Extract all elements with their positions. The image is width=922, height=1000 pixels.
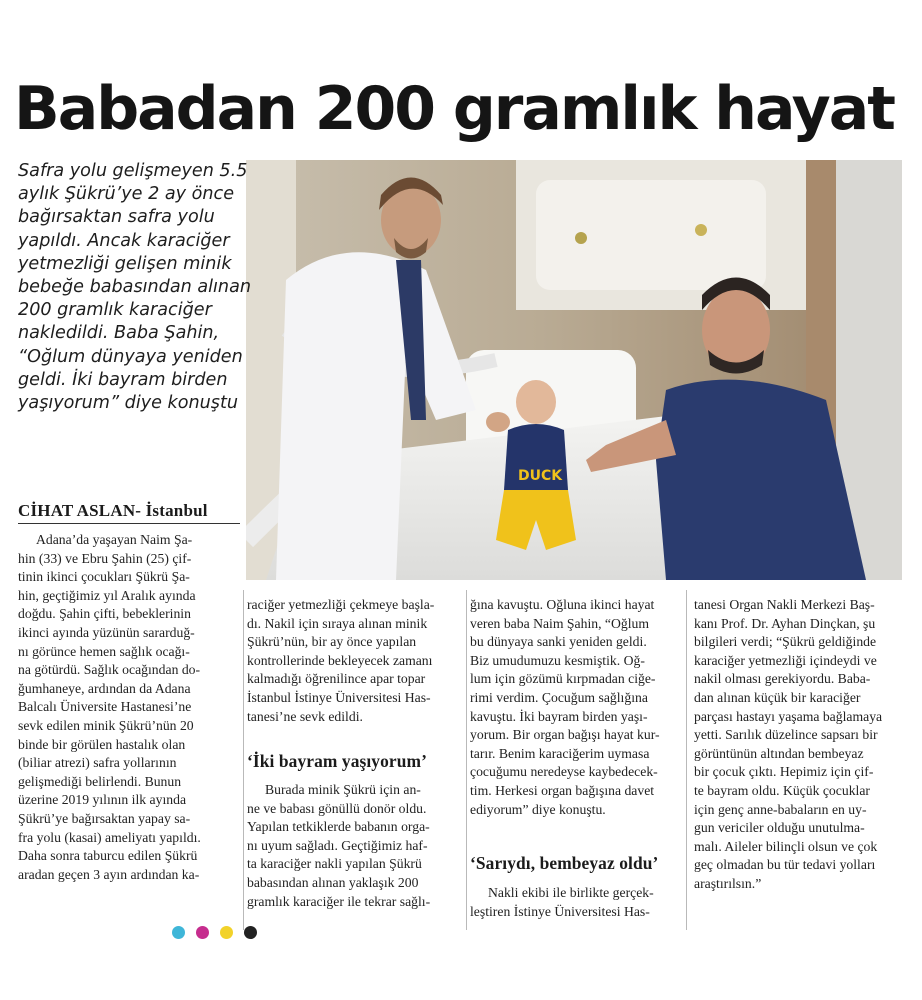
text-line: kavuştu. İki bayram birden yaşı- <box>470 708 648 724</box>
text-line: Yapılan tetkiklerde babanın orga- <box>247 819 430 835</box>
text-line: rimi verdim. Çocuğum sağlığına <box>470 689 648 705</box>
print-mark-cyan <box>172 926 185 939</box>
text-line: Şükrü’nün, bir ay önce yapılan <box>247 634 417 650</box>
print-mark-black <box>244 926 257 939</box>
column-divider <box>466 590 467 930</box>
text-line: tarır. Benim karaciğerim uymasa <box>470 745 650 761</box>
text-line: için genç anne-babaların en uy- <box>694 801 867 817</box>
lead-line: 200 gramlık karaciğer <box>18 300 212 321</box>
column-divider <box>686 590 687 930</box>
text-line: görüntünün altından bembeyaz <box>694 745 864 761</box>
text-line: bir çocuk çıktı. Hepimiz için çif- <box>694 764 874 780</box>
lead-line: nakledildi. Baba Şahin, <box>18 323 220 344</box>
text-line: veren baba Naim Şahin, “Oğlum <box>470 615 650 631</box>
text-line: Burada minik Şükrü için an- <box>265 782 421 797</box>
article-column-2 <box>247 596 461 726</box>
text-line: raciğer yetmezliği çekmeye başla- <box>247 597 435 612</box>
text-line: fra yolu (kasai) ameliyatı yapıldı. <box>18 829 201 845</box>
lead-line: Safra yolu gelişmeyen 5.5 <box>18 161 248 181</box>
text-line: parçası hastayı yaşama bağlamaya <box>694 708 883 724</box>
text-line: Biz umudumuzu kesmiştik. Oğ- <box>470 652 645 668</box>
text-line: bu dünyaya sanki yeniden geldi. <box>470 634 647 650</box>
text-line: leştiren İstinye Üniversitesi Has- <box>470 903 650 919</box>
lead-line: yetmezliği gelişen minik <box>18 253 232 274</box>
text-line: nı görünce hemen sağlık ocağı- <box>18 643 190 659</box>
lead-line: geldi. İki bayram birden <box>18 369 228 390</box>
article-column-4 <box>694 596 906 894</box>
text-line: karaciğer yetmezliği içindeydi ve <box>694 652 877 668</box>
shirt-text: DUCK <box>518 468 563 484</box>
text-line: hin, geçtiğimiz yıl Aralık ayında <box>18 587 196 603</box>
lead-line: yapıldı. Ancak karaciğer <box>18 230 230 251</box>
text-line: binde bir görülen hastalık olan <box>18 736 186 752</box>
headline: Babadan 200 gramlık hayat <box>14 74 894 144</box>
text-line: tanesi’ne sevk edildi. <box>247 708 363 724</box>
text-line: geç olmadan bu tür tedavi yolları <box>694 857 876 873</box>
text-line: üzerine 2019 yılının ilk ayında <box>18 792 187 808</box>
text-line: nakil olması gerekiyordu. Baba- <box>694 671 871 687</box>
text-line: doğdu. Şahin çifti, bebeklerinin <box>18 606 191 622</box>
text-line: Balcalı Üniversite Hastanesi’ne <box>18 699 192 715</box>
text-line: araştırılsın.” <box>694 875 762 891</box>
text-line: gramlık karaciğer ile tekrar sağlı- <box>247 893 431 909</box>
print-mark-yellow <box>220 926 233 939</box>
text-line: ğumhaneye, ardından da Adana <box>18 680 191 696</box>
text-line: dı. Nakil için sıraya alınan minik <box>247 615 428 631</box>
print-mark-magenta <box>196 926 209 939</box>
lead-line: aylık Şükrü’ye 2 ay önce <box>18 184 235 205</box>
lead-line: bebeğe babasından alınan <box>18 277 252 298</box>
text-line: ikinci ayında yüzünün sararduğ- <box>18 624 195 640</box>
text-line: hin (33) ve Ebru Şahin (25) çif- <box>18 550 192 566</box>
text-line: ğına kavuştu. Oğluna ikinci hayat <box>470 597 655 612</box>
text-line: çocuğumu neredeyse kaybedecek- <box>470 764 658 780</box>
text-line: kontrollerinde bekleyecek zamanı <box>247 652 433 668</box>
text-line: te bayram oldu. Küçük çocuklar <box>694 782 870 798</box>
article-column-3-continued <box>470 884 680 921</box>
column-divider <box>243 590 244 930</box>
text-line: kalmadığı öğrenilince apar topar <box>247 671 426 687</box>
text-line: ne ve babası gönüllü donör oldu. <box>247 800 427 816</box>
byline-divider <box>18 523 240 524</box>
text-line: gelişmediği belirlendi. Bunun <box>18 773 182 789</box>
subheading-sariydi: ‘Sarıydı, bembeyaz oldu’ <box>470 853 659 873</box>
article-column-3 <box>470 596 680 819</box>
article-column-2-continued <box>247 781 461 911</box>
text-line: Adana’da yaşayan Naim Şa- <box>36 532 193 547</box>
text-line: tinin ikinci çocukları Şükrü Şa- <box>18 569 190 585</box>
text-line: sevk edilen minik Şükrü’nün 20 <box>18 717 194 733</box>
hospital-room-photo <box>246 160 902 580</box>
text-line: na götürdü. Sağlık ocağından do- <box>18 662 201 678</box>
byline: CİHAT ASLAN- İstanbul <box>18 501 208 520</box>
text-line: (biliar atrezi) safra yollarının <box>18 755 177 771</box>
text-line: gun vericiler olduğu unutulma- <box>694 820 865 836</box>
text-line: kanı Prof. Dr. Ayhan Dinçkan, şu <box>694 615 876 631</box>
text-line: Şükrü’ye bağırsaktan yapay sa- <box>18 810 191 826</box>
text-line: malı. Aileler bilinçli olsun ve çok <box>694 838 878 854</box>
text-line: dan alınan küçük bir karaciğer <box>694 689 861 705</box>
text-line: aradan geçen 3 ayın ardından ka- <box>18 866 200 882</box>
text-line: Nakli ekibi ile birlikte gerçek- <box>488 885 654 900</box>
lead-line: yaşıyorum” diye konuştu <box>18 393 239 414</box>
text-line: yetti. Sarılık düzelince sapsarı bir <box>694 727 878 743</box>
text-line: tanesi Organ Nakli Merkezi Baş- <box>694 597 875 612</box>
subheading-iki-bayram: ‘İki bayram yaşıyorum’ <box>247 751 427 771</box>
text-line: Daha sonra taburcu edilen Şükrü <box>18 848 198 864</box>
text-line: babasından alınan yaklaşık 200 <box>247 874 419 890</box>
text-line: İstanbul İstinye Üniversitesi Has- <box>247 689 431 705</box>
lead-line: “Oğlum dünyaya yeniden <box>18 346 243 367</box>
lead-line: bağırsaktan safra yolu <box>18 207 215 228</box>
news-photo <box>246 160 902 580</box>
text-line: ediyorum” diye konuştu. <box>470 801 606 817</box>
text-line: lum için gözümü kırpmadan ciğe- <box>470 671 656 687</box>
text-line: bilgileri verdi; “Şükrü geldiğinde <box>694 634 877 650</box>
text-line: tim. Herkesi organ bağışına davet <box>470 782 655 798</box>
text-line: nı uyum sağladı. Geçtiğimiz haf- <box>247 837 428 853</box>
article-column-1 <box>18 531 240 884</box>
text-line: ta karaciğer nakli yapılan Şükrü <box>247 856 422 872</box>
lead-paragraph <box>18 160 268 415</box>
text-line: yorum. Bir organ bağışı hayat kur- <box>470 727 660 743</box>
